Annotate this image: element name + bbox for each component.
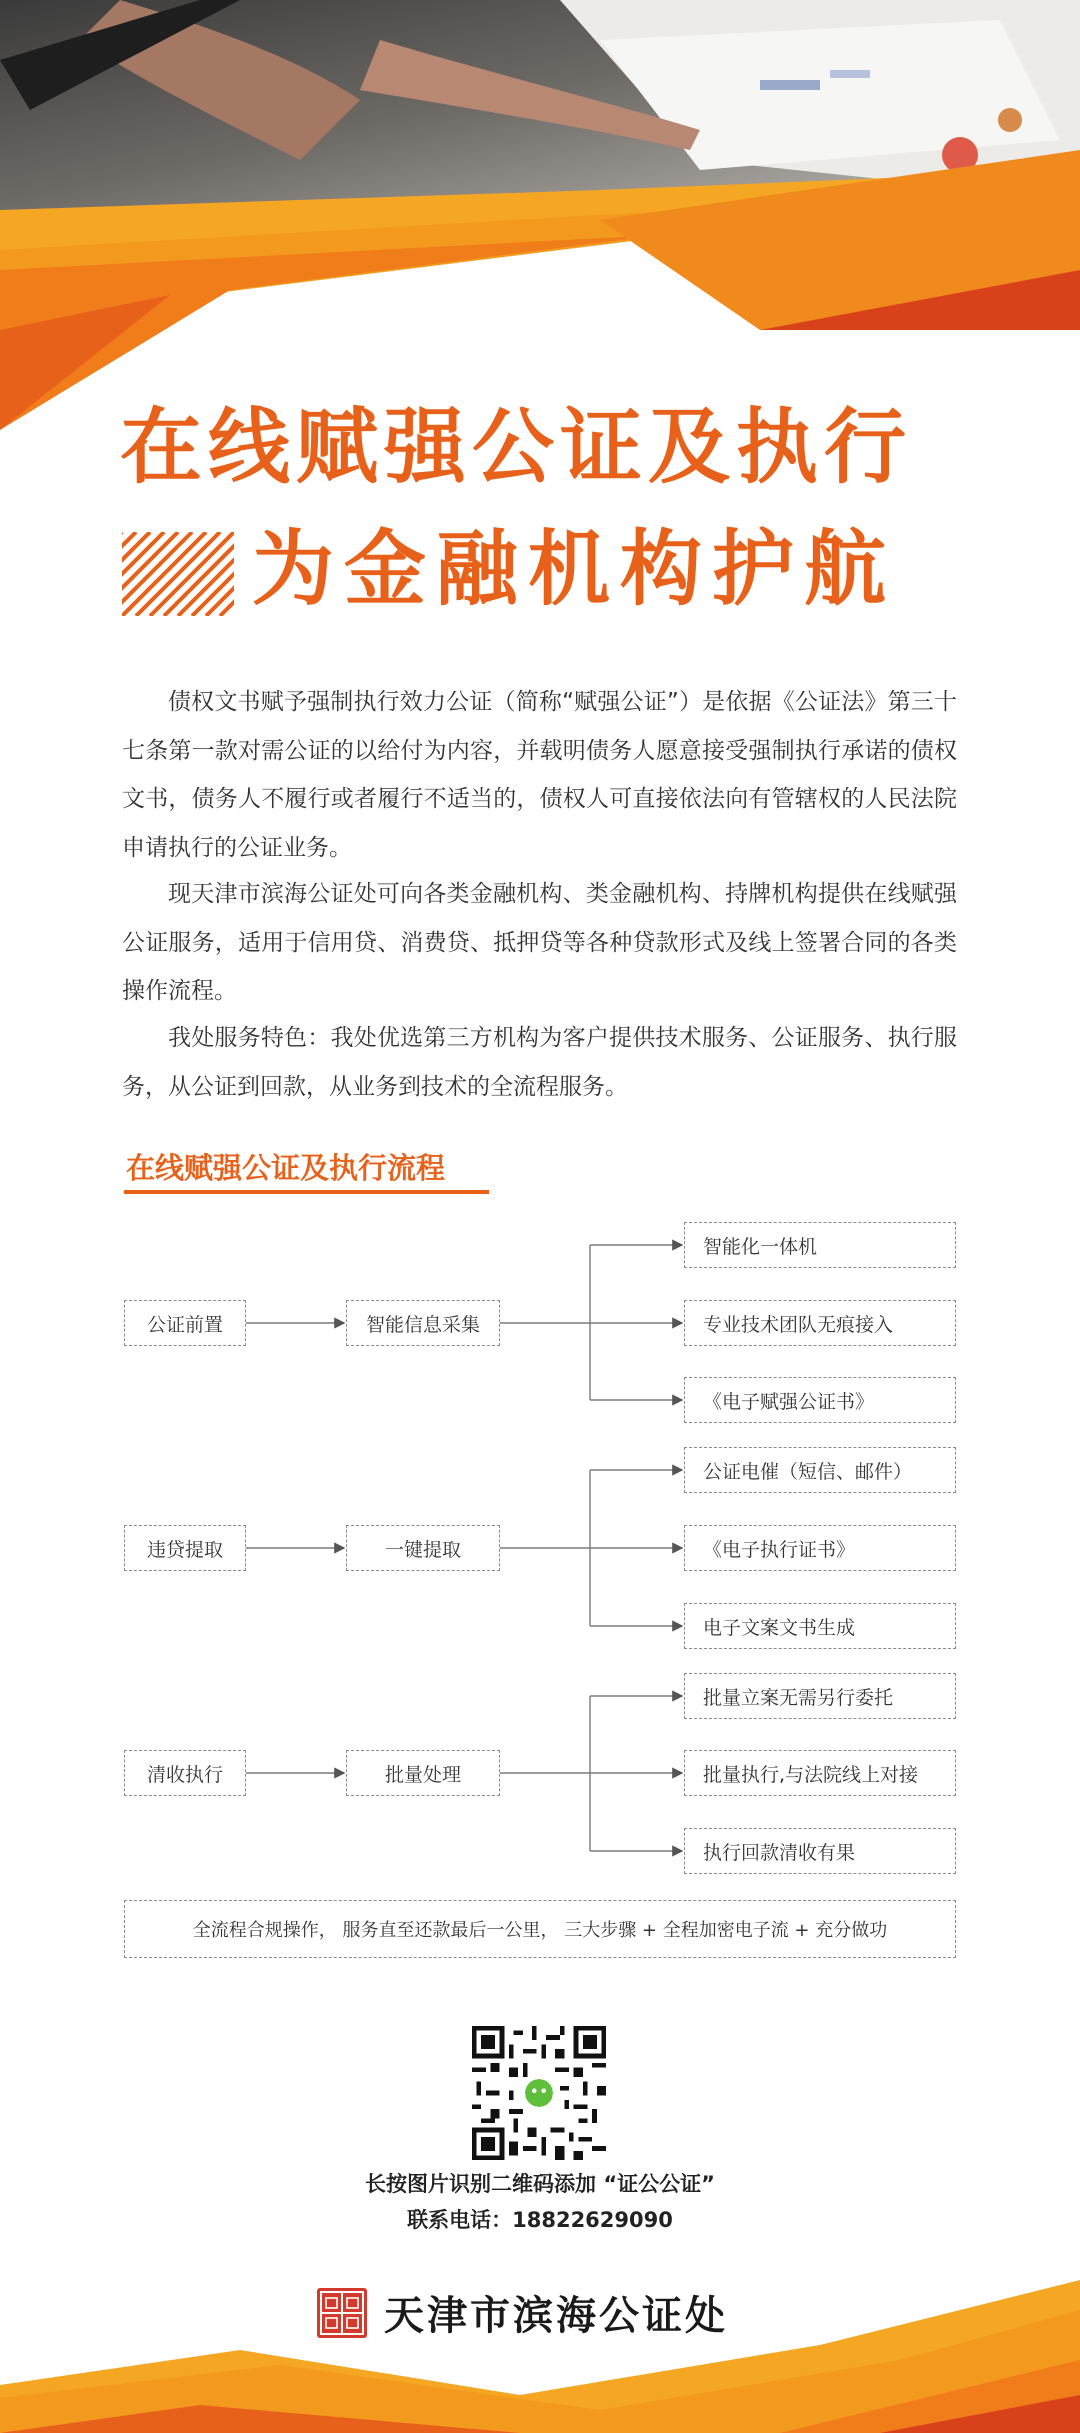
- qr-code[interactable]: [472, 2026, 606, 2160]
- stripe-decoration: [122, 532, 234, 616]
- flow-result-all-in-one-machine: 智能化一体机: [684, 1222, 956, 1268]
- flow-result-e-execution-certificate: 《电子执行证书》: [684, 1525, 956, 1571]
- flow-step-info-collection: 智能信息采集: [346, 1300, 500, 1346]
- flow-summary: 全流程合规操作， 服务直至还款最后一公里， 三大步骤 + 全程加密电子流 + 充分做功: [124, 1900, 956, 1958]
- flow-step-batch-processing: 批量处理: [346, 1750, 500, 1796]
- organization-name: 天津市滨海公证处: [384, 2292, 728, 2339]
- feature-paragraph: 我处服务特色：我处优选第三方机构为客户提供技术服务、公证服务、执行服务，从公证到回款，从业务到技术的全流程服务。: [122, 1025, 957, 1100]
- flow-result-e-notary-certificate: 《电子赋强公证书》: [684, 1377, 956, 1423]
- flow-result-e-reminder: 公证电催（短信、邮件）: [684, 1447, 956, 1493]
- title-line-1: 在线赋强公证及执行: [120, 400, 913, 495]
- flow-step-one-click-extract: 一键提取: [346, 1525, 500, 1571]
- flow-result-batch-execution: 批量执行,与法院线上对接: [684, 1750, 956, 1796]
- flow-stage-collection-execution: 清收执行: [124, 1750, 246, 1796]
- service-paragraph: 现天津市滨海公证处可向各类金融机构、类金融机构、持牌机构提供在线赋强公证服务，适用于信用贷、消费贷、抵押贷等各种贷款形式及线上签署合同的各类操作流程。: [122, 881, 957, 1004]
- flow-result-collection-outcome: 执行回款清收有果: [684, 1828, 956, 1874]
- flow-stage-default-extraction: 违贷提取: [124, 1525, 246, 1571]
- contact-phone: 联系电话：18822629090: [407, 2208, 673, 2232]
- flow-stage-notary-prep: 公证前置: [124, 1300, 246, 1346]
- flow-heading: 在线赋强公证及执行流程: [126, 1151, 446, 1185]
- flow-result-batch-filing: 批量立案无需另行委托: [684, 1673, 956, 1719]
- title-line-2: 为金融机构护航: [252, 522, 897, 617]
- notary-seal-logo: [316, 2287, 368, 2339]
- intro-paragraph: 债权文书赋予强制执行效力公证（简称“赋强公证”）是依据《公证法》第三十七条第一款对需公证的以给付为内容，并载明债务人愿意接受强制执行承诺的债权文书，债务人不履行或者履行不适当的，债权人可直接依法向有管辖权的人民法院申请执行的公证业务。: [122, 689, 957, 861]
- qr-instruction: 长按图片识别二维码添加 “证公公证”: [365, 2172, 715, 2196]
- flow-result-tech-team: 专业技术团队无痕接入: [684, 1300, 956, 1346]
- header-banner: [0, 0, 1080, 430]
- flow-result-e-document-generation: 电子文案文书生成: [684, 1603, 956, 1649]
